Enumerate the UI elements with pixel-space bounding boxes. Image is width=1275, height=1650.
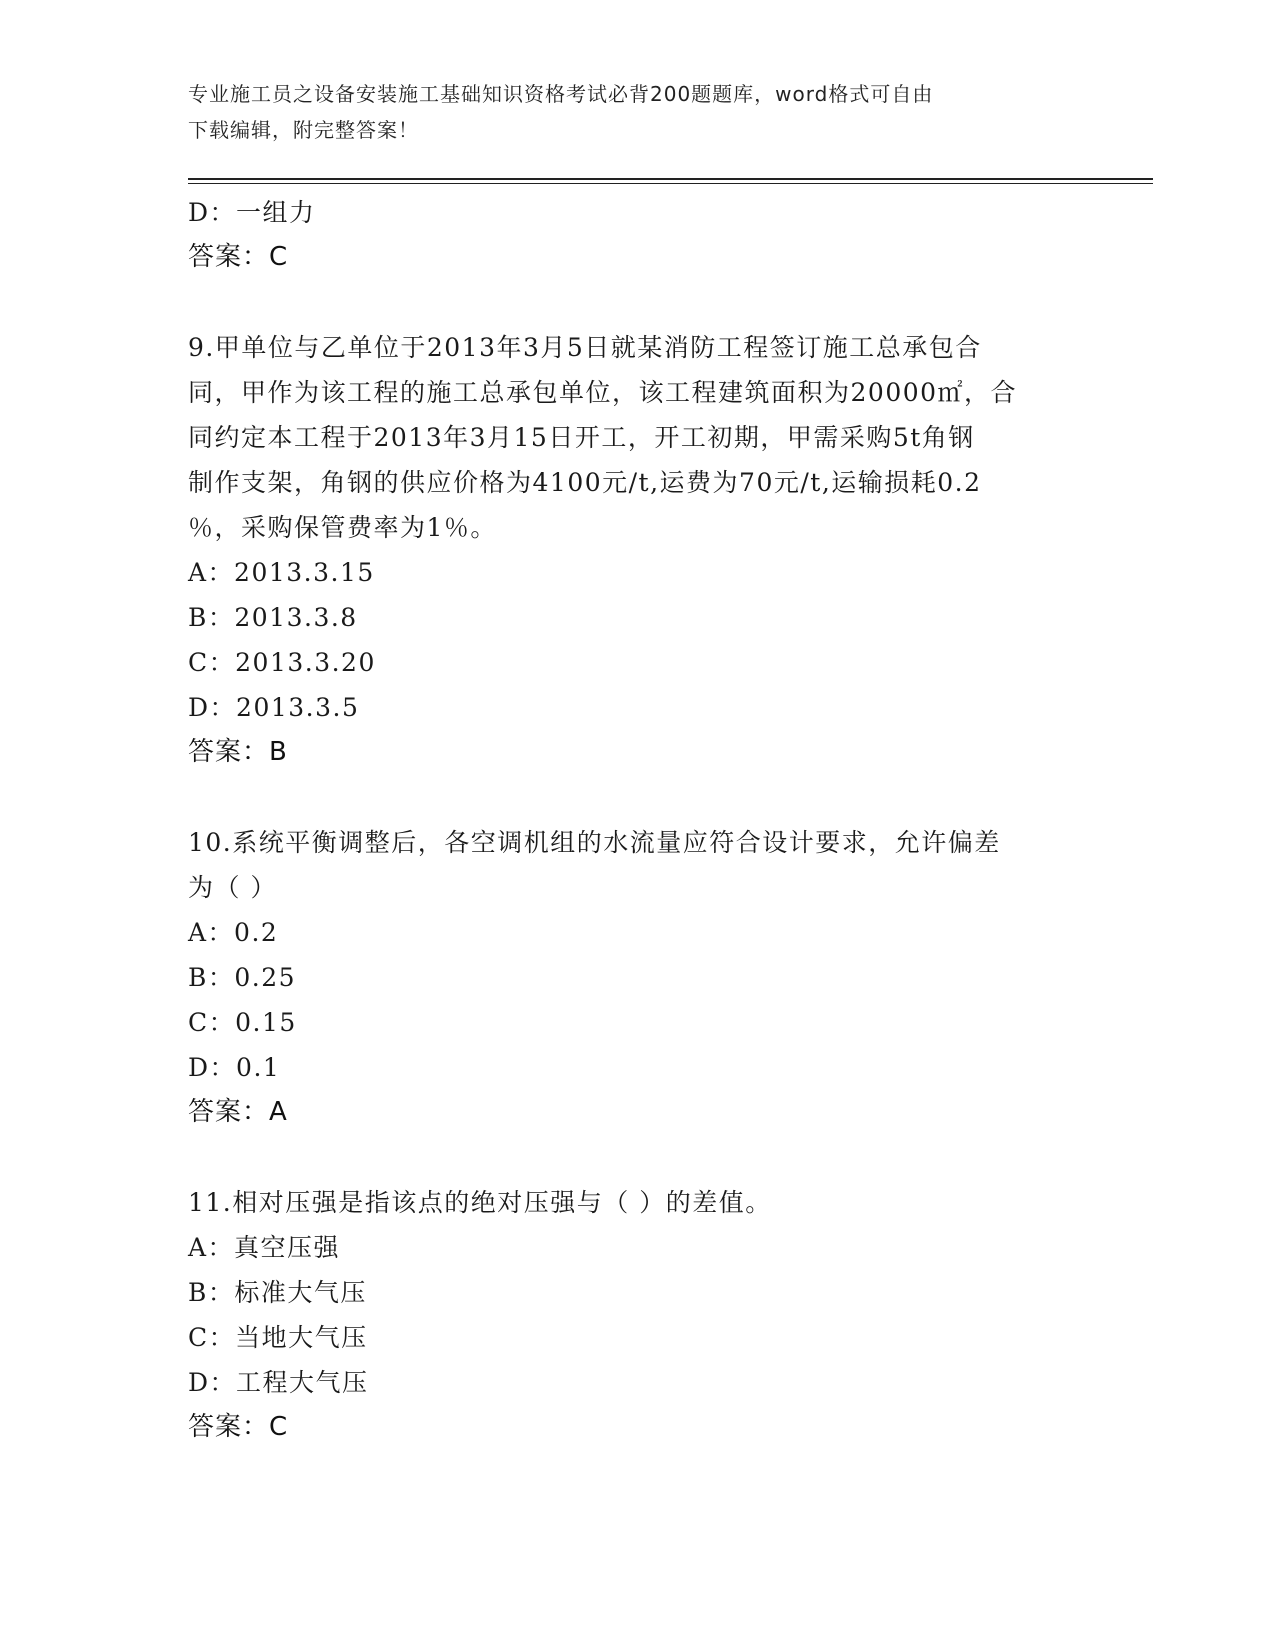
question-stem — [188, 325, 1088, 550]
header-divider-thick — [188, 178, 1153, 180]
question-stem — [188, 820, 1088, 910]
stem-line: 同约定本工程于2013年3月15日开工，开工初期，甲需采购5t角钢 — [188, 423, 975, 452]
question-11 — [188, 1180, 1088, 1450]
option-c: C：0.15 — [188, 1008, 297, 1037]
option-b: B：0.25 — [188, 963, 297, 992]
stem-line: 9.甲单位与乙单位于2013年3月5日就某消防工程签订施工总承包合 — [188, 333, 982, 362]
answer: 答案：B — [188, 737, 288, 767]
stem-line: ％，采购保管费率为1％。 — [188, 513, 497, 542]
option-d: D：2013.3.5 — [188, 693, 360, 722]
spacer — [188, 280, 1088, 325]
option-c: C：2013.3.20 — [188, 648, 376, 677]
question-9 — [188, 325, 1088, 775]
prev-option-d: D：一组力 — [188, 198, 316, 227]
option-d: D：0.1 — [188, 1053, 281, 1082]
stem-line: 10.系统平衡调整后，各空调机组的水流量应符合设计要求，允许偏差 — [188, 828, 1001, 857]
stem-line: 同，甲作为该工程的施工总承包单位，该工程建筑面积为20000㎡，合 — [188, 378, 1018, 407]
stem-line: 为（ ） — [188, 873, 277, 902]
header-line-2: 下载编辑，附完整答案！ — [188, 118, 419, 142]
option-b: B：标准大气压 — [188, 1278, 367, 1307]
header-divider-thin — [188, 183, 1153, 184]
stem-line: 制作支架，角钢的供应价格为4100元/t,运费为70元/t,运输损耗0.2 — [188, 468, 982, 497]
spacer — [188, 775, 1088, 820]
answer: 答案：A — [188, 1097, 288, 1127]
option-b: B：2013.3.8 — [188, 603, 358, 632]
answer: 答案：C — [188, 1412, 289, 1442]
spacer — [188, 1135, 1088, 1180]
header-line-1: 专业施工员之设备安装施工基础知识资格考试必背200题题库，word格式可自由 — [188, 82, 934, 106]
document-body — [188, 190, 1088, 1450]
option-d: D：工程大气压 — [188, 1368, 369, 1397]
question-10 — [188, 820, 1088, 1135]
option-a: A：真空压强 — [188, 1233, 341, 1262]
stem-line: 11.相对压强是指该点的绝对压强与（ ）的差值。 — [188, 1188, 772, 1217]
option-c: C：当地大气压 — [188, 1323, 368, 1352]
option-a: A：0.2 — [188, 918, 279, 947]
prev-answer: 答案：C — [188, 242, 289, 272]
question-stem — [188, 1180, 1088, 1225]
option-a: A：2013.3.15 — [188, 558, 375, 587]
page-header — [188, 76, 1088, 148]
